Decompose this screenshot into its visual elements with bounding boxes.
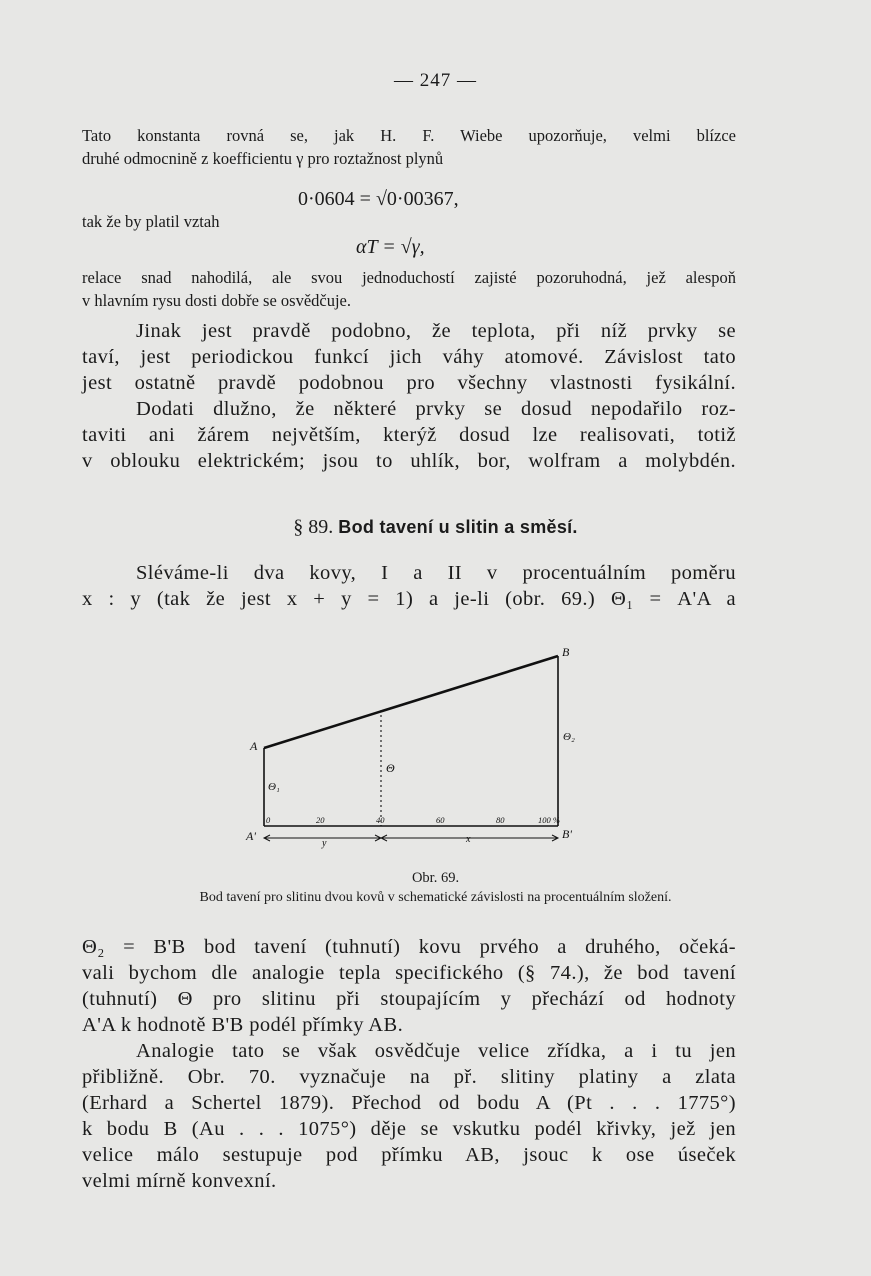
paragraph-6-line-5: velice málo sestupuje pod přímku AB, jsouc k ose úseček <box>82 1144 736 1166</box>
tick-20: 20 <box>316 815 325 825</box>
paragraph-5-line-2: vali bychom dle analogie tepla specifického (§ 74.), že bod tavení <box>82 962 736 984</box>
tick-40: 40 <box>376 815 385 825</box>
label-theta: Θ <box>386 761 395 775</box>
paragraph-3-line-1: Jinak jest pravdě podobno, že teplota, při níž prvky se <box>136 320 736 342</box>
figure-caption-title: Obr. 69. <box>411 870 460 886</box>
label-theta2: Θ₂ <box>563 731 575 743</box>
tick-0: 0 <box>266 815 271 825</box>
equation-1: 0·0604 = √0·00367, <box>298 188 459 210</box>
line-ab <box>264 656 558 748</box>
paragraph-2-line-1: relace snad nahodilá, ale svou jednoduchostí zajisté pozoruhodná, jež alespoň <box>82 268 736 287</box>
section-title: Bod tavení u slitin a směsí. <box>338 517 578 537</box>
tick-60: 60 <box>436 815 445 825</box>
paragraph-6-line-3: (Erhard a Schertel 1879). Přechod od bodu A (Pt . . . 1775°) <box>82 1092 736 1114</box>
paragraph-3-line-6: v oblouku elektrickém; jsou to uhlík, bor, wolfram a molybdén. <box>82 450 736 472</box>
page-number: — 247 — <box>394 70 477 91</box>
section-heading <box>0 516 871 539</box>
paragraph-3-line-2: taví, jest periodickou funkcí jich váhy atomové. Závislost tato <box>82 346 736 368</box>
paragraph-5-line-4: A'A k hodnotě B'B podél přímky AB. <box>82 1014 404 1036</box>
label-b: B <box>562 645 570 659</box>
section-number: § 89. <box>293 516 334 538</box>
paragraph-1-line-1: Tato konstanta rovná se, jak H. F. Wiebe upozorňuje, velmi blízce <box>82 126 736 145</box>
label-a: A <box>250 739 258 753</box>
figure-caption-text: Bod tavení pro slitinu dvou kovů v schematické závislosti na procentuálním složení. <box>199 890 672 905</box>
paragraph-4-line-1: Sléváme-li dva kovy, I a II v procentuálním poměru <box>136 562 736 584</box>
label-b-prime: B' <box>562 827 572 841</box>
paragraph-5-line-1: Θ₂ = B'B bod tavení (tuhnutí) kovu prvého a druhého, očeká- <box>82 936 736 958</box>
tick-100: 100 % <box>538 815 560 825</box>
paragraph-6-line-1: Analogie tato se však osvědčuje velice zřídka, a i tu jen <box>136 1040 736 1062</box>
equation-2: αT = √γ, <box>356 236 425 258</box>
paragraph-4-line-2: x : y (tak že jest x + y = 1) a je-li (obr. 69.) Θ₁ = A'A a <box>82 588 736 610</box>
tick-80: 80 <box>496 815 505 825</box>
paragraph-6-line-6: velmi mírně konvexní. <box>82 1170 277 1192</box>
paragraph-6-line-2: přibližně. Obr. 70. vyznačuje na př. slitiny platiny a zlata <box>82 1066 736 1088</box>
paragraph-1-line-2: druhé odmocnině z koefficientu γ pro roztažnost plynů <box>82 149 444 168</box>
paragraph-5-line-3: (tuhnutí) Θ pro slitinu při stoupajícím y přechází od hodnoty <box>82 988 736 1010</box>
label-y: y <box>322 838 327 849</box>
paragraph-2-line-2: v hlavním rysu dosti dobře se osvědčuje. <box>82 291 351 310</box>
label-x: x <box>466 834 471 845</box>
text-tak-ze: tak že by platil vztah <box>82 212 220 231</box>
paragraph-3-line-5: taviti ani žárem největším, kterýž dosud lze realisovati, totiž <box>82 424 736 446</box>
label-a-prime: A' <box>246 829 256 843</box>
figure-69-diagram <box>240 640 600 860</box>
paragraph-6-line-4: k bodu B (Au . . . 1075°) děje se vskutku podél křivky, jež jen <box>82 1118 736 1140</box>
paragraph-3-line-3: jest ostatně pravdě podobnou pro všechny vlastnosti fysikální. <box>82 372 736 394</box>
label-theta1: Θ₁ <box>268 781 280 793</box>
paragraph-3-line-4: Dodati dlužno, že některé prvky se dosud nepodařilo roz- <box>136 398 736 420</box>
